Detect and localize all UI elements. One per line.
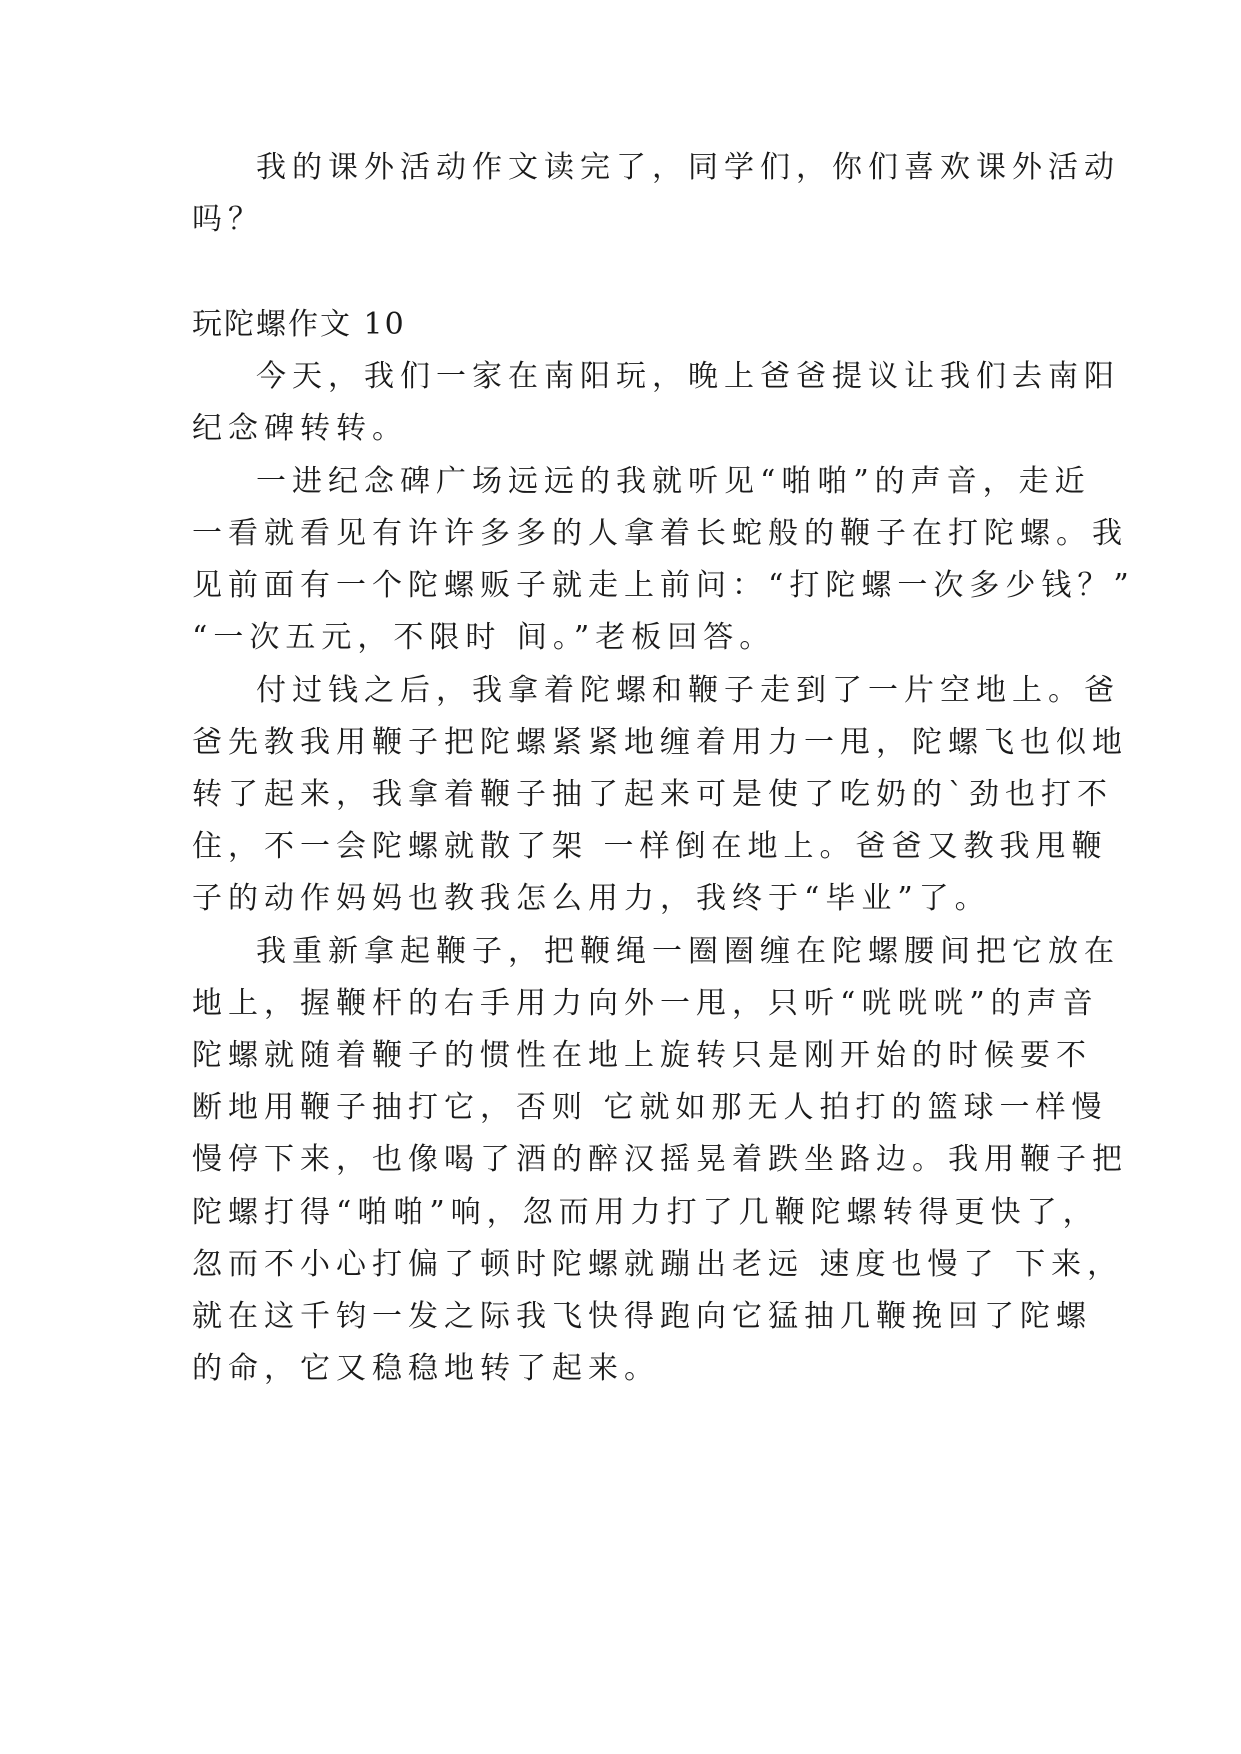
paragraph-line: 住，不一会陀螺就散了架 一样倒在地上。爸爸又教我甩鞭 — [192, 829, 1108, 864]
paragraph-line: 陀螺就随着鞭子的惯性在地上旋转只是刚开始的时候要不 — [192, 1038, 1092, 1073]
paragraph-line: 就在这千钧一发之际我飞快得跑向它猛抽几鞭挽回了陀螺 — [192, 1299, 1092, 1334]
paragraph-line: 爸先教我用鞭子把陀螺紧紧地缠着用力一甩，陀螺飞也似地 — [192, 725, 1128, 760]
paragraph-line: 一进纪念碑广场远远的我就听见“啪啪”的声音，走近 — [256, 464, 1091, 499]
paragraph-line: 断地用鞭子抽打它，否则 它就如那无人拍打的篮球一样慢 — [192, 1090, 1108, 1125]
paragraph-line: 今天，我们一家在南阳玩，晚上爸爸提议让我们去南阳 — [256, 359, 1120, 394]
paragraph-line: 一看就看见有许许多多的人拿着长蛇般的鞭子在打陀螺。我 — [192, 516, 1128, 551]
paragraph-line: 慢停下来，也像喝了酒的醉汉摇晃着跌坐路边。我用鞭子把 — [192, 1142, 1128, 1177]
intro-line: 吗？ — [192, 202, 264, 237]
paragraph-line: “一次五元，不限时 间。”老板回答。 — [192, 620, 776, 655]
paragraph-line: 我重新拿起鞭子，把鞭绳一圈圈缠在陀螺腰间把它放在 — [256, 934, 1120, 969]
paragraph-line: 转了起来，我拿着鞭子抽了起来可是使了吃奶的`劲也打不 — [192, 777, 1113, 812]
paragraph-line: 纪念碑转转。 — [192, 411, 408, 446]
intro-line: 我的课外活动作文读完了，同学们，你们喜欢课外活动 — [256, 150, 1120, 185]
paragraph-line: 付过钱之后，我拿着陀螺和鞭子走到了一片空地上。爸 — [256, 673, 1120, 708]
paragraph-line: 见前面有一个陀螺贩子就走上前问：“打陀螺一次多少钱？” — [192, 568, 1135, 603]
paragraph-line: 忽而不小心打偏了顿时陀螺就蹦出老远 速度也慢了 下来， — [192, 1247, 1124, 1282]
essay-title: 玩陀螺作文 10 — [192, 307, 406, 342]
paragraph-line: 陀螺打得“啪啪”响，忽而用力打了几鞭陀螺转得更快了， — [192, 1195, 1099, 1230]
paragraph-line: 地上，握鞭杆的右手用力向外一甩，只听“咣咣咣”的声音 — [192, 986, 1099, 1021]
paragraph-line: 的命，它又稳稳地转了起来。 — [192, 1351, 660, 1386]
paragraph-line: 子的动作妈妈也教我怎么用力，我终于“毕业”了。 — [192, 881, 991, 916]
